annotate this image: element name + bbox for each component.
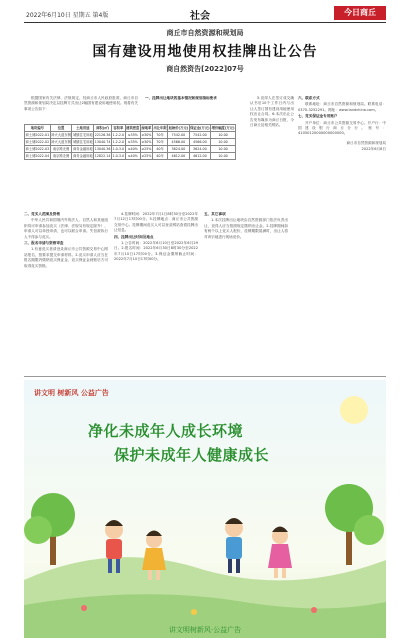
- child-figure-4: [268, 527, 292, 579]
- notice-column-1: [24, 212, 108, 374]
- table-cell: 4612.00: [189, 153, 211, 160]
- table-cell: 1.2-2.0: [112, 133, 125, 137]
- newspaper-logo: 今日商丘: [334, 6, 386, 20]
- table-cell: 70年: [152, 139, 167, 146]
- table-cell: 12822.14: [94, 154, 111, 158]
- table-cell: ≤40%: [125, 153, 140, 160]
- notice-column-4a: [250, 96, 294, 210]
- section-6-heading: 六、联系方式: [298, 96, 320, 100]
- table-cell: 40年: [152, 153, 167, 160]
- table-header-cell: 建筑密度: [126, 126, 140, 130]
- table-cell: ≤35%: [125, 139, 140, 146]
- table-cell: 13040.74: [94, 140, 111, 144]
- signature-date: 2022年6月8日: [361, 147, 386, 152]
- table-cell: 10.00: [211, 139, 236, 146]
- table-cell: 神火大道东侧: [51, 133, 71, 137]
- table-cell: ≤40%: [125, 146, 140, 153]
- table-cell: 4566.00: [168, 139, 190, 146]
- section-2-heading: 二、竞买人范围及资格: [24, 212, 60, 216]
- flower-icon: [81, 605, 87, 611]
- public-service-ad: [24, 380, 386, 638]
- intro-text: 根据国家有关法律、法规规定，经商丘市人民政府批准，商丘市自然资源和规划局决定以挂牌方式出让2幅国有建设用地使用权。现将有关事项公告如下：: [24, 96, 138, 111]
- section-3-text: 1.有意竞买者请登录商丘市公共资源交易中心网站报名，按要求提交申请材料。2.竞买申请人应当在报名期限内缴纳竞买保证金，竞买保证金到账后方可取得竞买资格。: [24, 247, 108, 268]
- tree-icon: [24, 516, 52, 544]
- table-header-cell: 起始价(万元): [168, 126, 189, 130]
- section-3-heading: 三、报名申请与资格审查: [24, 241, 64, 246]
- section-7-heading: 七、竞买保证金专用账户: [298, 114, 338, 119]
- table-cell: 10.00: [211, 153, 236, 160]
- notice-intro: [24, 96, 138, 124]
- column-4a-text: 5.竞得人在签订成交确认书后10个工作日内与出让人签订国有建设用地使用权出让合同。6.本次出让公告发布媒体为商丘日报、今日商丘及相关网站。: [250, 96, 294, 128]
- ad-slogan-1: 净化未成年人成长环境: [88, 422, 244, 440]
- flower-icon: [191, 609, 197, 615]
- table-header-cell: 土地用途: [72, 125, 94, 132]
- section-2-text: 中华人民共和国境内外的法人、自然人和其他组织均可申请参加竞买（法律、法规另有规定除外），申请人可以单独申请，也可以联合申请。失信被执行人不得参与竞买。: [24, 218, 108, 239]
- table-cell: 商土储2022-03: [25, 147, 50, 151]
- table-cell: 3624.00: [189, 146, 211, 153]
- table-cell: 13040.36: [94, 147, 111, 151]
- section-1: [145, 96, 236, 124]
- column-2-text: 4.挂牌时间：2022年7月1日8时30分至2022年7月12日17时00分。5.挂牌地点：商丘市公共资源交易中心。挂牌期间竞买人可以登录网站查看挂牌出让信息。: [114, 212, 198, 233]
- notice-column-4: [298, 96, 386, 374]
- table-cell: ≥25%: [141, 147, 152, 151]
- notice-column-2: [114, 212, 198, 374]
- section-4-heading: 四、挂牌出让时间及地点: [114, 234, 154, 239]
- flower-icon: [311, 607, 317, 613]
- table-header-cell: 容积率: [113, 126, 124, 130]
- issue-date: 2022年6月10日 星期五 第4版: [26, 12, 109, 19]
- table-cell: 1.0-3.0: [112, 147, 125, 151]
- table-cell: 40年: [152, 146, 167, 153]
- notice-header: [24, 28, 386, 74]
- table-cell: 10.00: [211, 146, 236, 153]
- table-cell: 3624.00: [168, 146, 190, 153]
- table-cell: ≥25%: [141, 154, 152, 158]
- table-cell: ≥30%: [141, 133, 152, 137]
- notice-agency: 商丘市自然资源和规划局: [166, 29, 244, 37]
- section-5-heading: 五、其它事项: [204, 212, 226, 216]
- table-cell: ≤35%: [125, 132, 140, 139]
- section-title: 社会: [190, 11, 210, 22]
- ad-footer-text: 讲文明树新风·公益广告: [168, 626, 242, 634]
- table-cell: 22126.36: [94, 133, 111, 137]
- table-cell: 7542.00: [168, 132, 190, 139]
- table-header-row: [25, 125, 236, 132]
- ad-slogan-2: 保护未成年人健康成长: [114, 446, 270, 464]
- section-4-text: 1.公告时间：2022年6月10日至2022年6月29日。2.报名时间：2022年6月30日8时30分至2022年7月10日17时00分。3.保证金缴纳截止时间：2022年7月10日17时00分。: [114, 241, 198, 262]
- notice-column-3: [204, 212, 288, 374]
- table-row: [25, 153, 236, 160]
- table-cell: ≥30%: [141, 140, 152, 144]
- sun-icon: [340, 396, 368, 424]
- table-header-cell: 地块编号: [25, 125, 51, 132]
- table-cell: 城镇住宅用地: [72, 140, 93, 144]
- table-row: [25, 139, 236, 146]
- table-header-cell: 出让年限: [153, 126, 167, 130]
- table-cell: 10.00: [211, 132, 236, 139]
- land-parcel-table: [24, 124, 236, 160]
- header-rule: [24, 22, 386, 23]
- table-cell: 商务金融用地: [72, 147, 93, 151]
- section-5-text: 1.本次挂牌出让地块由自然资源部门依法负责出让，竞得人应当按照规定缴纳出让金。2.挂牌期间如有两个以上竞买人报价，挂牌期限届满时，出让人将对该宗地进行现场竞价。: [204, 218, 288, 239]
- notice-number: 商自然资告[2022]07号: [166, 65, 244, 73]
- table-header-cell: 保证金(万元): [190, 126, 210, 130]
- table-cell: 7542.00: [189, 132, 211, 139]
- table-row: [25, 146, 236, 153]
- ad-tag: 讲文明 树新风 公益广告: [34, 389, 109, 397]
- table-cell: 南京路北侧: [50, 146, 72, 153]
- table-row: [25, 132, 236, 139]
- notice-title: 国有建设用地使用权挂牌出让公告: [92, 44, 318, 60]
- table-cell: 城镇住宅用地: [72, 133, 93, 137]
- contact-text: 联系地址：商丘市自然资源和规划局。联系电话：0370-3252291。网址：www.landchina.com。: [298, 102, 386, 112]
- signature-org: 商丘市自然资源和规划局: [346, 140, 386, 145]
- table-cell: 1.0-3.0: [112, 154, 125, 158]
- table-header-cell: 面积(㎡): [94, 125, 112, 132]
- table-header-cell: 增价幅度(万元): [211, 126, 235, 130]
- table-cell: 南京路北侧: [50, 153, 72, 160]
- table-cell: 4566.00: [189, 139, 211, 146]
- table-cell: 商土储2022-04: [25, 154, 50, 158]
- table-cell: 70年: [152, 132, 167, 139]
- table-cell: 4612.00: [168, 153, 190, 160]
- section-1-heading: 一、挂牌出让地块的基本情况和规划指标要求: [145, 96, 217, 100]
- table-header-cell: 位置: [50, 125, 72, 132]
- section-divider: [24, 376, 386, 377]
- table-cell: 神火大道东侧: [51, 140, 71, 144]
- ad-illustration: [24, 380, 386, 638]
- table-cell: 商土储2022-01: [25, 133, 50, 137]
- tree-icon: [354, 515, 384, 545]
- table-header-cell: 绿地率: [141, 126, 152, 130]
- child-figure-3: [225, 518, 243, 573]
- account-text: 开户单位：商丘市公共资源交易中心。开户行：中国建设银行商丘分行。账号：41050120000000000000。: [298, 120, 386, 136]
- table-cell: 1.2-2.0: [112, 140, 125, 144]
- table-cell: 商土储2022-02: [25, 140, 50, 144]
- table-cell: 商务金融用地: [72, 154, 93, 158]
